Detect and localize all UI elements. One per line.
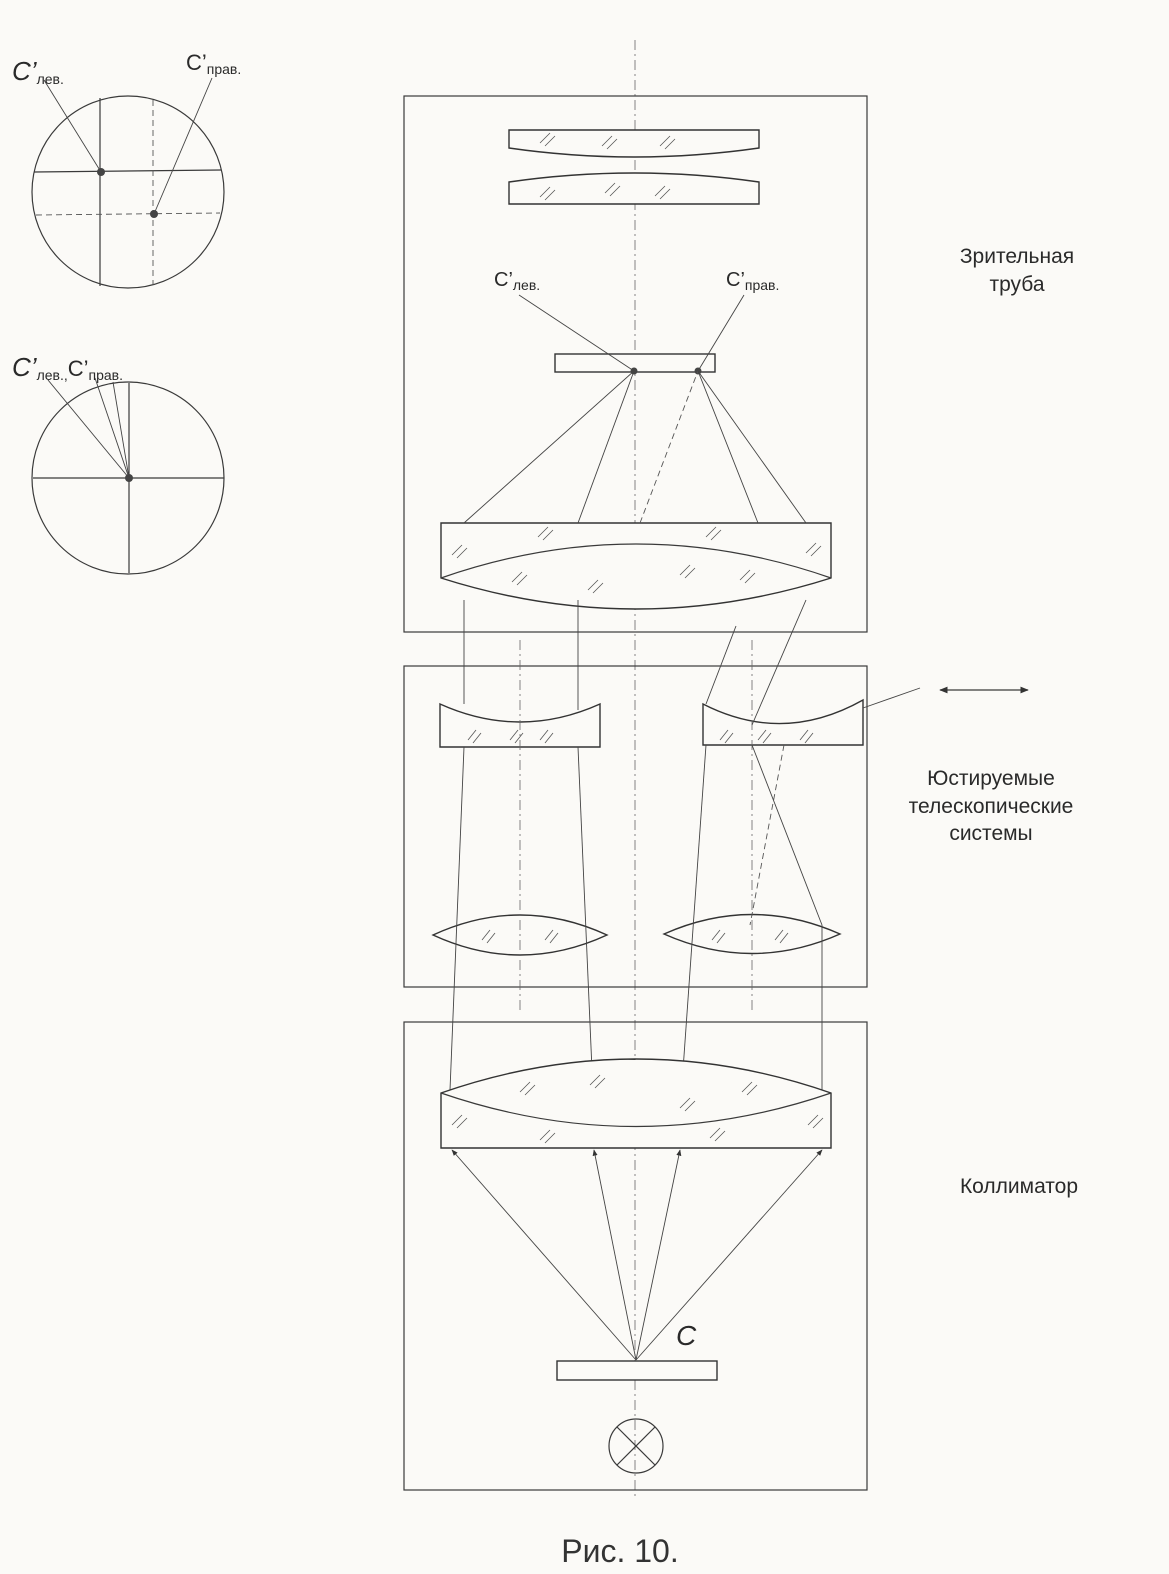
section-label-collimator: Коллиматор: [959, 1175, 1079, 1198]
collimator-objective-lens: [441, 1059, 831, 1148]
source-point-label: C: [676, 1320, 697, 1351]
section-label-telescope-line-1: Зрительная: [959, 245, 1075, 268]
section-label-adjustable-line-1: Юстируемые: [927, 767, 1055, 790]
figure-caption: Рис. 10.: [561, 1533, 679, 1569]
light-source-icon: [609, 1419, 663, 1473]
reticle-view-misaligned: [32, 78, 224, 288]
telescope-label-right: C’прав.: [726, 269, 780, 293]
eyepiece-lens-lower: [509, 173, 759, 204]
collimator-rays: [452, 1150, 822, 1360]
reticle-label-left: C’лев.: [12, 56, 64, 87]
section-label-telescope-line-2: труба: [989, 273, 1045, 296]
telescope-label-left: C’лев.: [494, 269, 541, 293]
telescope-objective-lens: [441, 523, 831, 609]
adjustable-right-upper-lens: [703, 700, 863, 745]
section-label-adjustable-line-2: телескопические: [908, 795, 1074, 818]
eyepiece-lens-upper: [509, 130, 759, 157]
reticle-view-aligned: [32, 378, 224, 574]
collimator-reticle-plate: [557, 1361, 717, 1380]
section-label-adjustable-line-3: системы: [949, 822, 1033, 845]
adjustable-rays: [450, 600, 920, 1090]
reticle-label-combined: C’лев.,C’прав.: [12, 352, 123, 383]
reticle-label-right: C’прав.: [186, 50, 242, 77]
